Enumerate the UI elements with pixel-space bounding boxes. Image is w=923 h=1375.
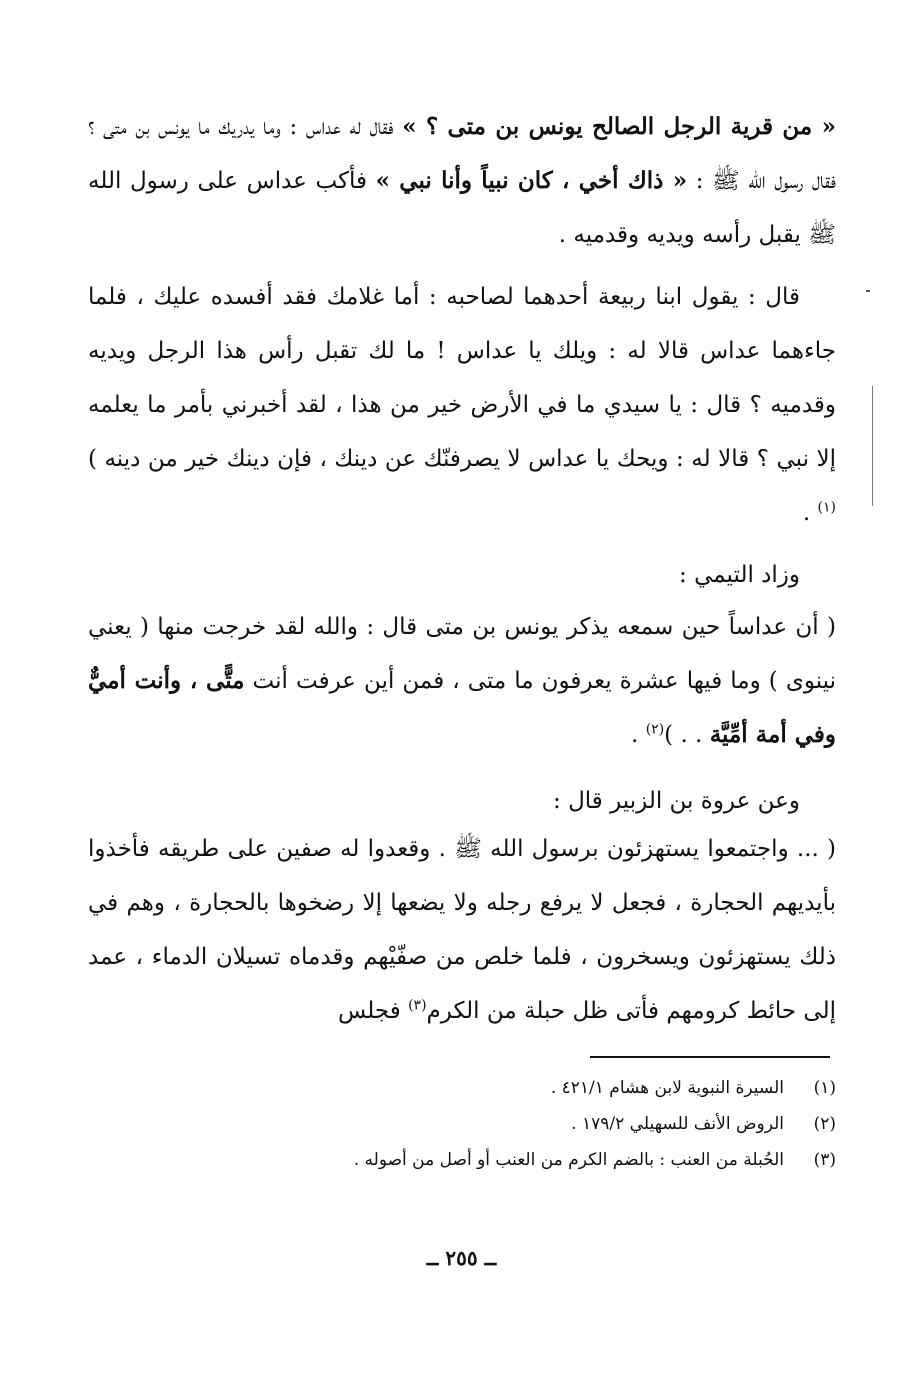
footnote-number: (٣): [813, 1150, 836, 1170]
text-4-bold: متًّى ، وأنت أميٌّ وفي أمة أمِّيَّة: [88, 667, 836, 748]
paragraph-6: [88, 822, 836, 1038]
paragraph-2: [88, 270, 836, 540]
text-1a: فقال له عداس : وما يدريك ما يونس بن متى ؟ فقال رسول الله ﷺ :: [88, 114, 836, 194]
paragraph-4: [88, 600, 836, 762]
footnotes: [88, 1070, 836, 1178]
paragraph-1: [88, 100, 836, 262]
footnote-ref-3[interactable]: (٣): [408, 997, 427, 1014]
text-4-tail: . . ): [664, 722, 710, 748]
text-3: وزاد التيمي :: [679, 562, 800, 588]
footnote-number: (٢): [813, 1114, 836, 1134]
page-number: ــ ٢٥٥ ــ: [426, 1246, 497, 1270]
paragraph-5: [88, 774, 836, 828]
footnote-text: السيرة النبوية لابن هشام ٤٢١/١ .: [550, 1078, 784, 1098]
footnote-ref-2[interactable]: (٢): [645, 721, 665, 738]
quote-bold-2: « ذاك أخي ، كان نبياً وأنا نبي »: [375, 167, 688, 194]
margin-line: [872, 386, 873, 506]
paragraph-3: [88, 548, 836, 602]
footnote-item: [88, 1142, 836, 1178]
margin-speck: [866, 290, 870, 292]
text-4-end: .: [631, 722, 646, 748]
text-6-end: فجلس: [337, 998, 409, 1024]
footnote-text: الحُبلة من العنب : بالضم الكرم من العنب أو أصل من أصوله .: [353, 1150, 784, 1170]
text-6: ( ... واجتمعوا يستهزئون برسول الله ﷺ . وقعدوا له صفين على طريقه فأخذوا بأيديهم الحجارة ، فجعل لا يرفع رجله ولا يضعها إلا رضخوها بالحجارة ، وهم في ذلك يستهزئون ويسخرون ، فلما خلص من صفّيْهم وقدماه تسيلان الدماء ، عمد إلى حائط كرومهم فأتى ظل حبلة من الكرم: [88, 836, 836, 1024]
text-2: قال : يقول ابنا ربيعة أحدهما لصاحبه : أما غلامك فقد أفسده عليك ، فلما جاءهما عداس قالا له : ويلك يا عداس ! ما لك تقبل رأس هذا الرجل ويديه وقدميه ؟ قال : يا سيدي ما في الأرض خير من هذا ، لقد أخبرني بأمر ما يعلمه إلا نبي ؟ قالا له : ويحك يا عداس لا يصرفنّك عن دينك ، فإن دينك خير من دينه ): [88, 284, 836, 472]
text-1b: فأكب عداس على رسول الله ﷺ يقبل رأسه ويديه وقدميه .: [88, 168, 836, 248]
quote-bold-1: « من قرية الرجل الصالح يونس بن متى ؟ »: [402, 113, 836, 140]
footnote-text: الروض الأنف للسهيلي ١٧٩/٢ .: [571, 1114, 784, 1134]
footnote-separator: [590, 1056, 830, 1058]
footnote-item: [88, 1106, 836, 1142]
footnote-ref-1[interactable]: (١): [817, 499, 836, 516]
footnote-number: (١): [813, 1078, 836, 1098]
text-2-end: .: [802, 500, 818, 526]
text-4: ( أن عداساً حين سمعه يذكر يونس بن متى قال : والله لقد خرجت منها ( يعني نينوى ) وما فيها عشرة يعرفون ما متى ، فمن أين عرفت أنت: [88, 614, 836, 694]
text-5: وعن عروة بن الزبير قال :: [553, 788, 800, 814]
footnote-item: [88, 1070, 836, 1106]
